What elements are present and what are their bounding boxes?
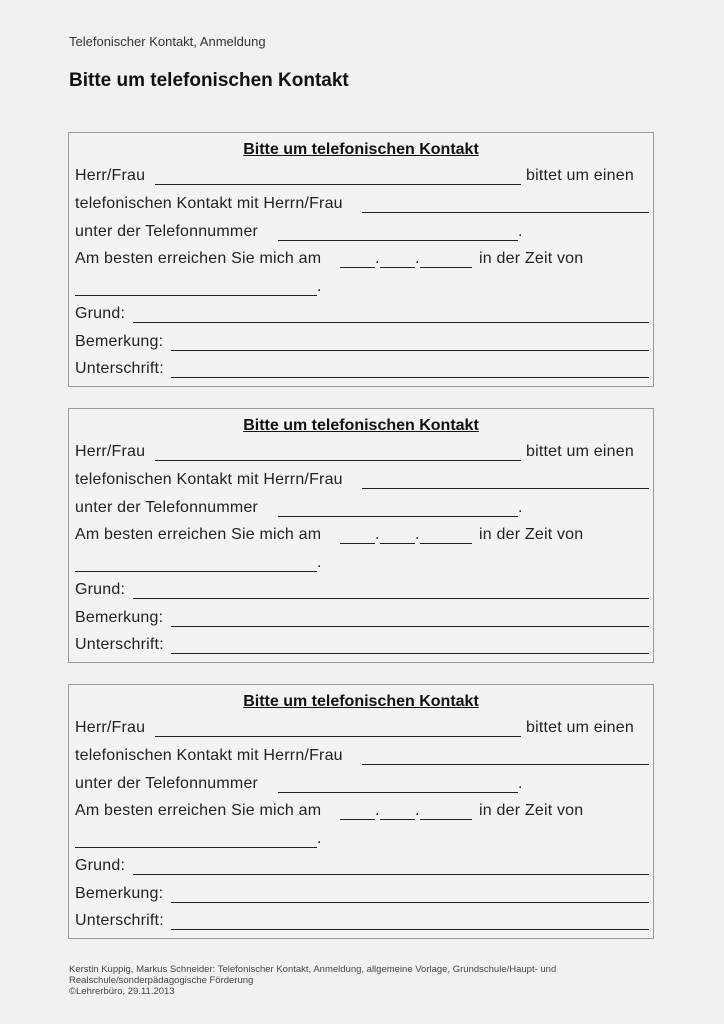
field-month[interactable] [380,819,415,820]
label-zeit: in der Zeit von [479,526,584,543]
row-erreichen [75,250,649,274]
dot: . [375,250,380,267]
label-unterschrift: Unterschrift: [75,360,164,377]
row-telefon [75,223,649,247]
label-erreichen: Am besten erreichen Sie mich am [75,526,322,543]
footer-line-2: Realschule/sonderpädagogische Förderung [69,975,254,986]
field-phone[interactable] [278,792,518,793]
row-bemerkung [75,885,649,909]
row-kontakt-mit [75,471,649,495]
label-bemerkung: Bemerkung: [75,333,164,350]
label-unterschrift: Unterschrift: [75,912,164,929]
label-zeit: in der Zeit von [479,250,584,267]
field-bemerkung[interactable] [171,902,649,903]
label-bemerkung: Bemerkung: [75,885,164,902]
label-herr-frau: Herr/Frau [75,719,146,736]
document-title: Bitte um telefonischen Kontakt [69,70,349,91]
field-day[interactable] [340,543,375,544]
row-grund [75,857,649,881]
form-title: Bitte um telefonischen Kontakt [243,693,479,710]
field-time[interactable] [75,847,317,848]
row-grund [75,581,649,605]
row-zeit-field [75,554,649,578]
label-herr-frau: Herr/Frau [75,443,146,460]
label-telefon: unter der Telefonnummer [75,223,259,240]
row-telefon [75,775,649,799]
label-bittet: bittet um einen [526,719,634,736]
dot: . [317,554,322,571]
label-kontakt-mit: telefonischen Kontakt mit Herrn/Frau [75,747,343,764]
row-bemerkung [75,333,649,357]
footer-copyright: ©Lehrerbüro, 29.11.2013 [69,986,175,997]
row-zeit-field [75,278,649,302]
dot: . [518,499,523,516]
dot: . [317,278,322,295]
field-contact-person[interactable] [362,764,649,765]
contact-form-3 [68,684,654,939]
field-year[interactable] [420,543,472,544]
dot: . [415,802,420,819]
field-bemerkung[interactable] [171,350,649,351]
row-zeit-field [75,830,649,854]
field-unterschrift[interactable] [171,377,649,378]
field-year[interactable] [420,267,472,268]
field-bemerkung[interactable] [171,626,649,627]
field-contact-person[interactable] [362,488,649,489]
dot: . [518,223,523,240]
field-grund[interactable] [133,598,649,599]
document-subtitle: Telefonischer Kontakt, Anmeldung [69,34,266,49]
dot: . [415,526,420,543]
row-herr-frau [75,167,649,191]
contact-form-1 [68,132,654,387]
field-year[interactable] [420,819,472,820]
label-erreichen: Am besten erreichen Sie mich am [75,802,322,819]
field-month[interactable] [380,267,415,268]
label-grund: Grund: [75,305,126,322]
field-month[interactable] [380,543,415,544]
row-grund [75,305,649,329]
dot: . [518,775,523,792]
row-unterschrift [75,912,649,936]
row-bemerkung [75,609,649,633]
label-grund: Grund: [75,857,126,874]
footer-line-1: Kerstin Kuppig, Markus Schneider: Telefonischer Kontakt, Anmeldung, allgemeine Vorlage, Grundschule/Haupt- und [69,964,557,975]
field-unterschrift[interactable] [171,929,649,930]
field-time[interactable] [75,295,317,296]
dot: . [415,250,420,267]
label-herr-frau: Herr/Frau [75,167,146,184]
label-unterschrift: Unterschrift: [75,636,164,653]
field-phone[interactable] [278,516,518,517]
row-erreichen [75,802,649,826]
label-telefon: unter der Telefonnummer [75,499,259,516]
label-grund: Grund: [75,581,126,598]
row-kontakt-mit [75,195,649,219]
row-erreichen [75,526,649,550]
label-bittet: bittet um einen [526,443,634,460]
label-telefon: unter der Telefonnummer [75,775,259,792]
row-unterschrift [75,360,649,384]
field-phone[interactable] [278,240,518,241]
field-time[interactable] [75,571,317,572]
field-grund[interactable] [133,322,649,323]
row-herr-frau [75,719,649,743]
field-day[interactable] [340,819,375,820]
field-unterschrift[interactable] [171,653,649,654]
row-kontakt-mit [75,747,649,771]
label-bittet: bittet um einen [526,167,634,184]
dot: . [375,802,380,819]
field-contact-person[interactable] [362,212,649,213]
field-day[interactable] [340,267,375,268]
label-zeit: in der Zeit von [479,802,584,819]
field-name[interactable] [155,736,521,737]
field-name[interactable] [155,460,521,461]
row-unterschrift [75,636,649,660]
footer [69,964,556,997]
form-title: Bitte um telefonischen Kontakt [243,417,479,434]
label-erreichen: Am besten erreichen Sie mich am [75,250,322,267]
field-name[interactable] [155,184,521,185]
row-telefon [75,499,649,523]
dot: . [317,830,322,847]
row-herr-frau [75,443,649,467]
label-bemerkung: Bemerkung: [75,609,164,626]
dot: . [375,526,380,543]
label-kontakt-mit: telefonischen Kontakt mit Herrn/Frau [75,195,343,212]
field-grund[interactable] [133,874,649,875]
contact-form-2 [68,408,654,663]
label-kontakt-mit: telefonischen Kontakt mit Herrn/Frau [75,471,343,488]
form-title: Bitte um telefonischen Kontakt [243,141,479,158]
